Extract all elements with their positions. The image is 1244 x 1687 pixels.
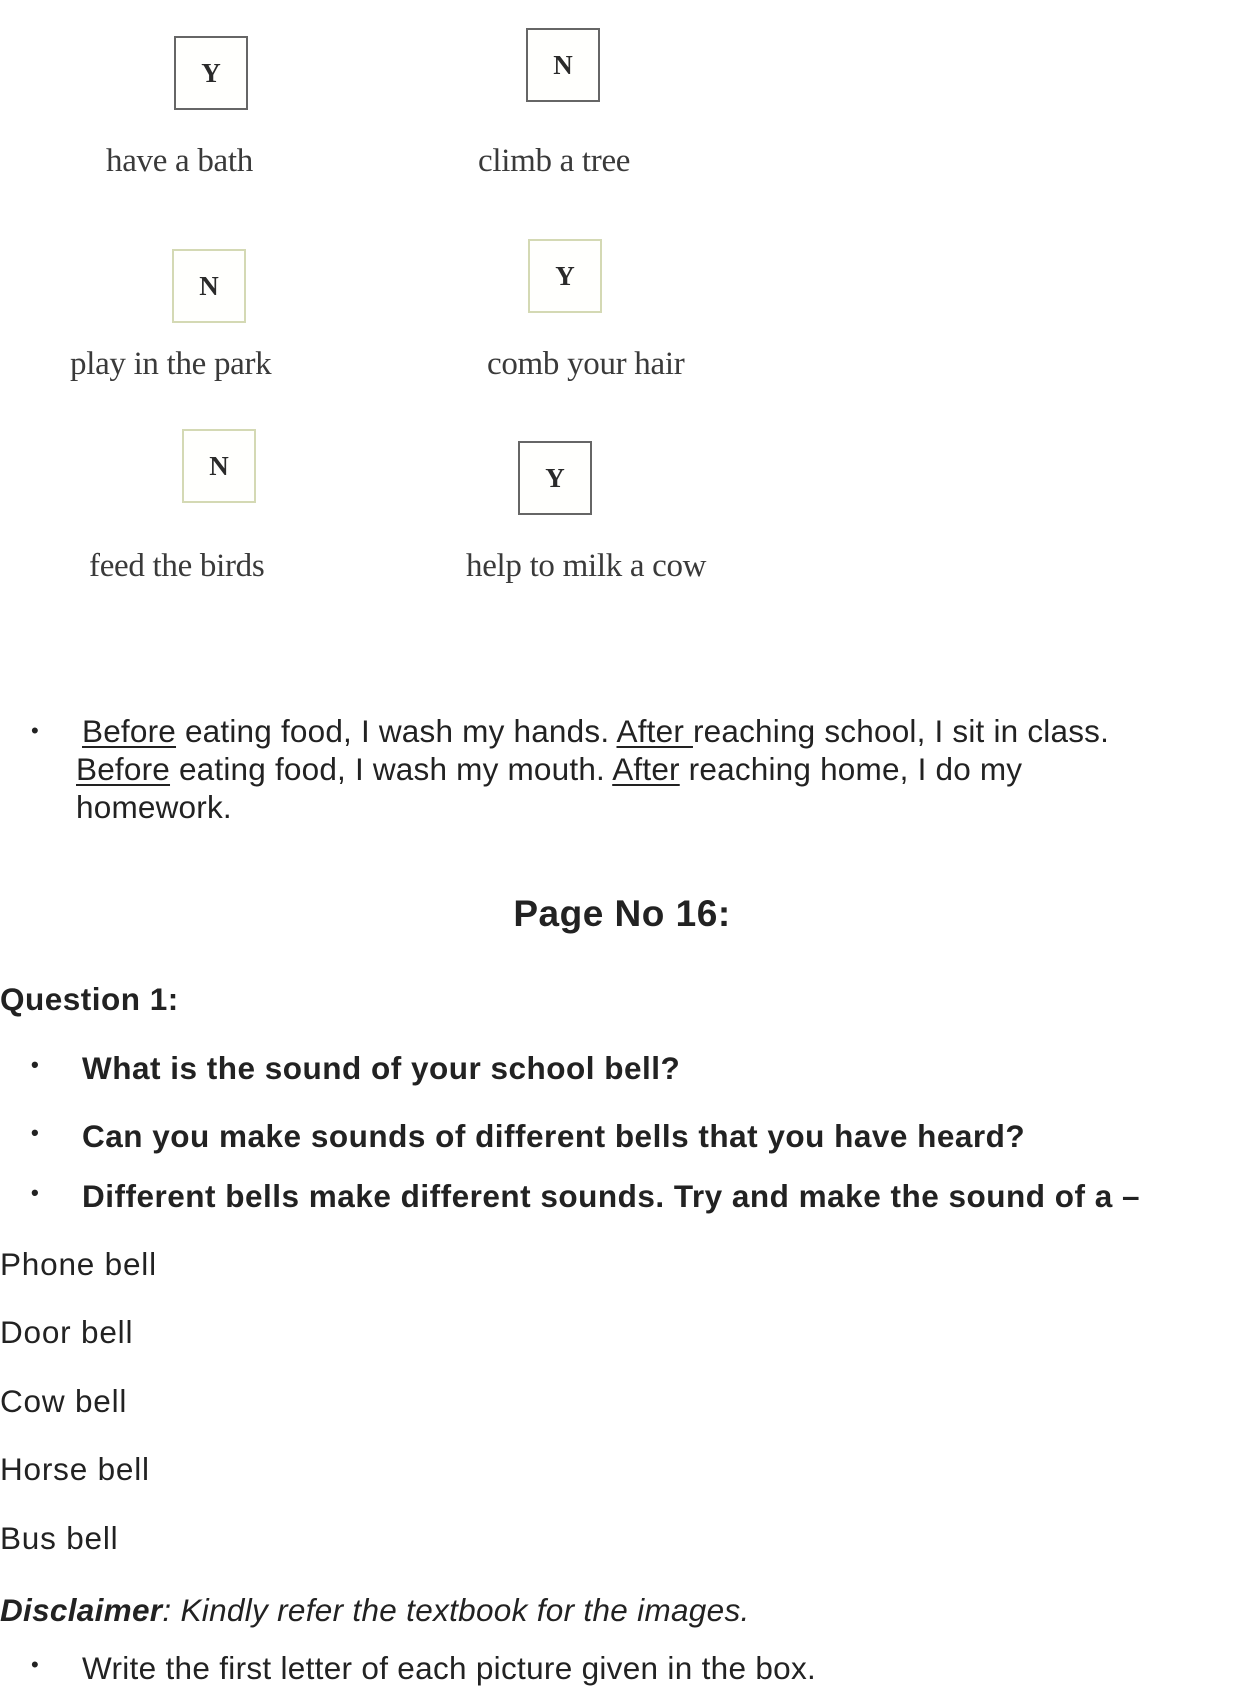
text-segment: eating food, I wash my mouth.: [170, 751, 613, 787]
question-bullet-text: Different bells make different sounds. Try and make the sound of a –: [82, 1178, 1140, 1214]
answer-line-3: [76, 788, 1244, 826]
instruction-text: Write the first letter of each picture given in the box.: [82, 1650, 817, 1686]
answer-box-have-a-bath: Y: [174, 36, 248, 110]
text-segment: reaching home, I do my: [679, 751, 1023, 787]
bell-item-door: Door bell: [0, 1314, 134, 1350]
underlined-after: After: [612, 751, 680, 787]
answer-box-comb-your-hair: Y: [528, 239, 602, 313]
bullet-dot: •: [31, 718, 39, 743]
underlined-before: Before: [82, 713, 177, 749]
text-segment: homework.: [76, 789, 232, 825]
activity-label-comb-your-hair: comb your hair: [487, 346, 685, 382]
question-heading: Question 1:: [0, 981, 179, 1017]
activity-label-play-in-the-park: play in the park: [70, 346, 272, 382]
disclaimer: [0, 1592, 750, 1629]
bullet-dot: •: [31, 1652, 40, 1677]
bullet-dot: •: [31, 1120, 40, 1145]
disclaimer-label: Disclaimer: [0, 1592, 163, 1628]
activity-label-help-to-milk-a-cow: help to milk a cow: [466, 548, 707, 584]
answer-line-1: [82, 712, 1244, 750]
answer-box-play-in-the-park: N: [172, 249, 246, 323]
bullet-dot: •: [31, 1052, 40, 1077]
bell-item-cow: Cow bell: [0, 1383, 128, 1419]
answer-line-2: [76, 750, 1244, 788]
activity-label-feed-the-birds: feed the birds: [89, 548, 265, 584]
disclaimer-text: : Kindly refer the textbook for the images.: [162, 1592, 750, 1628]
underlined-after: After: [616, 713, 693, 749]
bell-item-horse: Horse bell: [0, 1451, 150, 1487]
question-bullet-text: Can you make sounds of different bells that you have heard?: [82, 1118, 1026, 1154]
text-segment: eating food, I wash my hands.: [176, 713, 617, 749]
underlined-before: Before: [76, 751, 171, 787]
answer-box-climb-a-tree: N: [526, 28, 600, 102]
answer-text: [76, 712, 1244, 826]
text-segment: reaching school, I sit in class.: [692, 713, 1110, 749]
question-bullet-text: What is the sound of your school bell?: [82, 1050, 681, 1086]
activity-label-have-a-bath: have a bath: [106, 143, 253, 179]
answer-box-help-to-milk-a-cow: Y: [518, 441, 592, 515]
bell-item-bus: Bus bell: [0, 1520, 119, 1556]
activity-label-climb-a-tree: climb a tree: [478, 143, 631, 179]
answer-box-feed-the-birds: N: [182, 429, 256, 503]
bullet-dot: •: [31, 1180, 40, 1205]
bell-item-phone: Phone bell: [0, 1246, 157, 1282]
page-heading: Page No 16:: [513, 893, 731, 934]
